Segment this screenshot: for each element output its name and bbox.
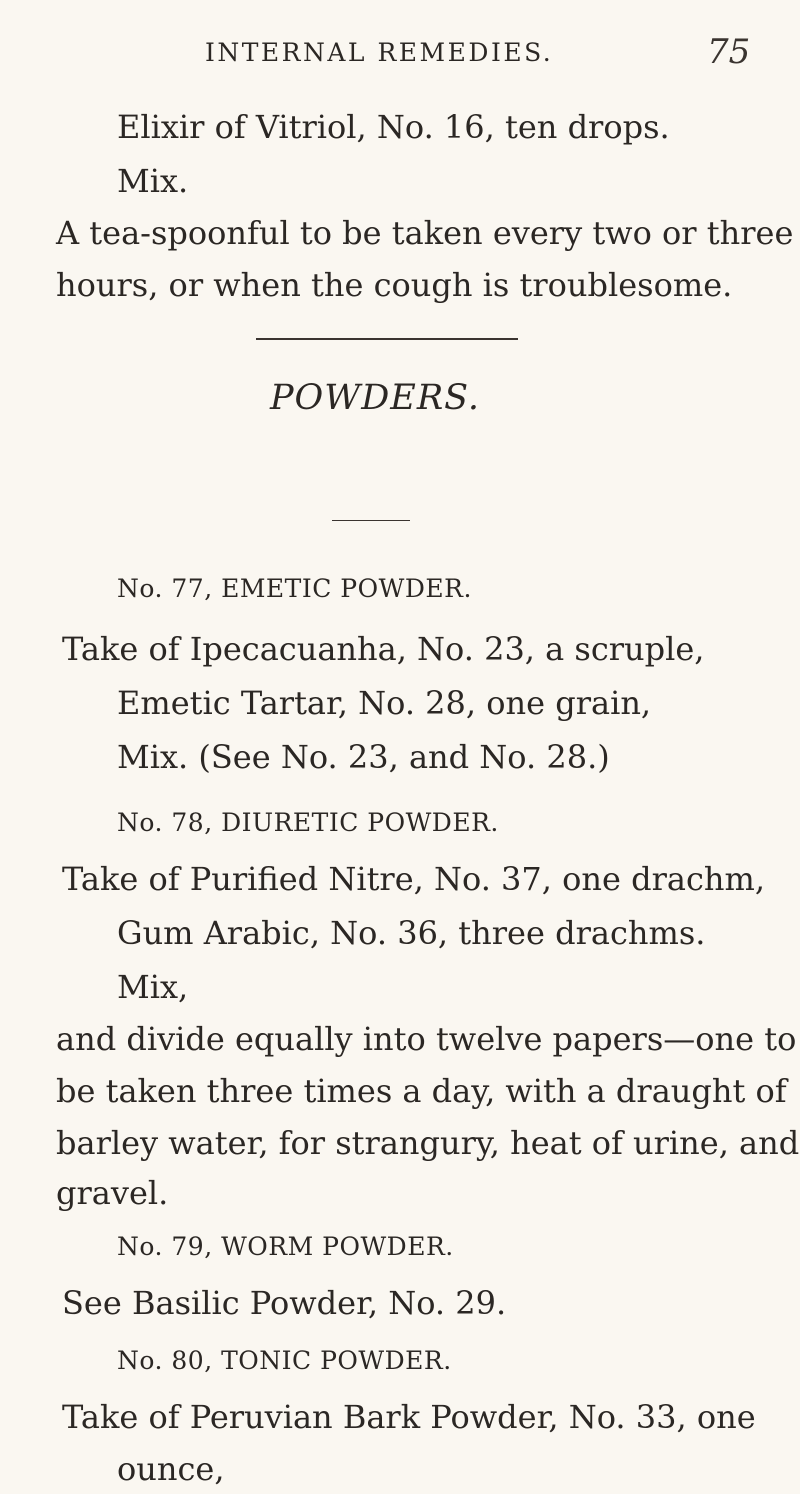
text-line: A tea-spoonful to be taken every two or three: [56, 214, 794, 252]
item-heading: No. 79, WORM POWDER.: [117, 1232, 454, 1261]
divider-rule: [256, 338, 518, 340]
page-number: 75: [707, 32, 751, 72]
item-heading: No. 80, TONIC POWDER.: [117, 1346, 452, 1375]
short-rule: [332, 520, 410, 521]
text-line: be taken three times a day, with a draught of: [56, 1072, 787, 1110]
text-line: Elixir of Vitriol, No. 16, ten drops.: [117, 108, 670, 146]
text-line: gravel.: [56, 1174, 169, 1212]
text-line: barley water, for strangury, heat of urine, and: [56, 1124, 800, 1162]
text-line: hours, or when the cough is troublesome.: [56, 266, 733, 304]
item-heading: No. 77, EMETIC POWDER.: [117, 574, 472, 603]
running-head: INTERNAL REMEDIES.: [205, 38, 554, 67]
text-line: Take of Ipecacuanha, No. 23, a scruple,: [62, 630, 705, 668]
text-line: Mix,: [117, 968, 189, 1006]
text-line: and divide equally into twelve papers—one to: [56, 1020, 797, 1058]
section-title: POWDERS.: [270, 378, 481, 418]
text-line: ounce,: [117, 1450, 225, 1488]
item-heading: No. 78, DIURETIC POWDER.: [117, 808, 499, 837]
text-line: Gum Arabic, No. 36, three drachms.: [117, 914, 706, 952]
text-line: Take of Purified Nitre, No. 37, one drachm,: [62, 860, 765, 898]
text-line: Mix. (See No. 23, and No. 28.): [117, 738, 610, 776]
text-line: Take of Peruvian Bark Powder, No. 33, one: [62, 1398, 756, 1436]
text-line: Mix.: [117, 162, 189, 200]
text-line: See Basilic Powder, No. 29.: [62, 1284, 507, 1322]
text-line: Emetic Tartar, No. 28, one grain,: [117, 684, 652, 722]
